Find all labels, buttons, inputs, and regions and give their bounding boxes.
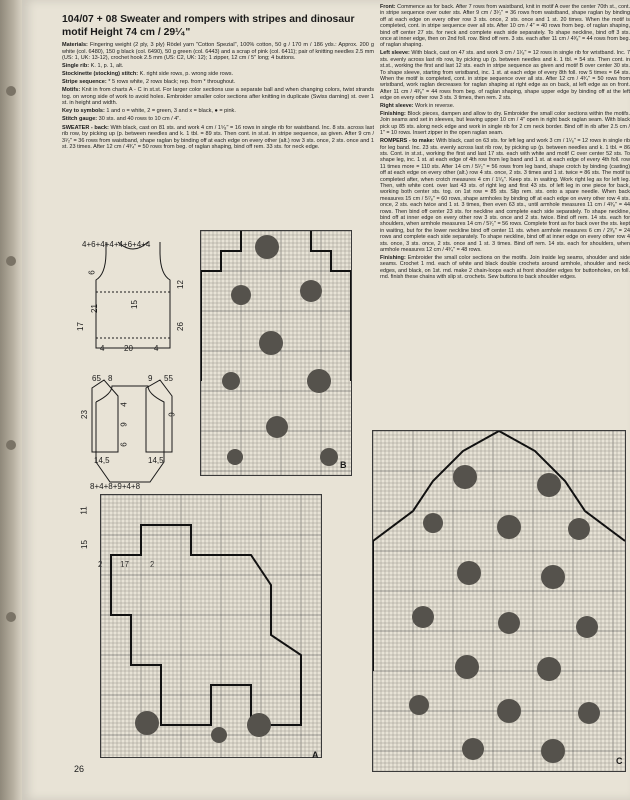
paragraph	[380, 103, 630, 109]
sleeve-measure-4: 4	[119, 402, 129, 407]
polka-dot-motif	[231, 285, 251, 305]
polka-dot-motif	[227, 449, 243, 465]
sweater-measure-15: 15	[129, 300, 139, 309]
paragraph	[380, 255, 630, 281]
left-paragraphs	[62, 42, 374, 151]
paragraph-body: Embroider the small color sections on the motifs. Join inside leg seams, shoulder and side seams. Crochet 1 rnd. each of white and black double crochets around armhole, shoulder and neck edges, and black, on 1st. rnd. make 2 chain-loops each at front shoulder edges for buttonholes, on foll. rnd. finish these chains with slip st. crochets. Sew buttons to back shoulder edges.	[380, 254, 630, 281]
binder-hole	[6, 256, 16, 266]
paragraph-body: K. right side rows, p. wrong side rows.	[138, 71, 234, 78]
sweater-bottom-4a: 4	[100, 344, 105, 353]
paragraph	[380, 4, 630, 49]
instructions-left-column	[62, 4, 374, 228]
instructions-right-column	[380, 4, 630, 424]
paragraph	[62, 116, 374, 123]
sweater-bottom-20: 20	[124, 344, 133, 353]
paragraph-heading: Left sleeve:	[380, 50, 410, 57]
sweater-bottom-4b: 4	[154, 344, 159, 353]
sleeve-measure-55: 55	[164, 374, 173, 383]
knitting-chart-b	[200, 230, 352, 476]
paragraph-body: With black, cast on 81 sts. and work 4 cm / 1⁵⁄₈" = 16 rows in single rib for waistband. Inc. 8 sts. across last rib row, by picking up (p. between needles and k. 1 tbl. = 89 sts. Then cont. in st.st. in stripe sequence, as given. After 9 cm / 3¹⁄₂" = 36 rows from waistband, shape raglan by binding off at each edge on every other (alt.) row 3 sts. once, 2 sts. once and 1 st. 23 times. After 12 cm / 4³⁄₄" = 50 rows from beg. of raglan shaping, bind off rem. 33 sts. for neck edge.	[62, 124, 374, 151]
page-number: 26	[74, 764, 85, 774]
sweater-outline	[96, 242, 170, 348]
paragraph-heading: ROMPERS - to make:	[380, 138, 435, 145]
binding-edge	[0, 0, 22, 800]
rompers-bottom-2b: 2	[150, 560, 155, 569]
paragraph	[380, 111, 630, 137]
paragraph-heading: SWEATER - back:	[62, 124, 109, 131]
polka-dot-motif	[537, 657, 561, 681]
polka-dot-motif	[222, 372, 240, 390]
rompers-measure-15: 15	[79, 540, 89, 549]
paragraph	[62, 79, 374, 86]
polka-dot-motif	[541, 565, 565, 589]
paragraph-heading: Right sleeve:	[380, 103, 414, 110]
paragraph-heading: Front:	[380, 4, 396, 10]
polka-dot-motif	[457, 561, 481, 585]
rompers-top-measure: 8+4+8+9+4+8	[90, 482, 141, 491]
polka-dot-motif	[320, 448, 338, 466]
polka-dot-motif	[497, 699, 521, 723]
chart-a-grid	[101, 495, 321, 757]
sleeve-measure-23: 23	[79, 410, 89, 419]
polka-dot-motif	[423, 513, 443, 533]
rompers-bottom-17: 17	[120, 560, 129, 569]
sleeve-measure-8: 8	[108, 374, 113, 383]
polka-dot-motif	[300, 280, 322, 302]
chart-b-label: B	[340, 460, 347, 470]
sweater-measure-26: 26	[175, 322, 185, 331]
paragraph	[62, 42, 374, 62]
binder-hole	[6, 440, 16, 450]
knitting-chart-c	[372, 430, 626, 772]
paragraph	[62, 71, 374, 78]
paragraph-body: K. 1, p. 1, alt.	[89, 63, 124, 70]
polka-dot-motif	[135, 711, 159, 735]
paragraph-body: With black, cast on 47 sts. and work 3 cm / 1¹⁄₈" = 12 rows in single rib for wristband. Inc. 7 sts. evenly across last rib row, by picking up (p. between needles and k. 1 tbl. = 54 sts. Then cont. in st.st., working the first and last 12 sts. each in stripe sequence as given and motif B over center 30 sts. To shape sleeve, starting from wristband, inc. 1 st. at each edge of every 8th foll. row 5 times = 64 sts. When the motif is completed, cont. in stripe sequence over all sts. After 12 cm / 4³⁄₄" = 50 rows from wristband, work raglan decreases for raglan shaping at right edge as on back, at left edge as on front. After 11 cm / 4³⁄₈" = 44 rows from beg. of raglan shaping, shape upper edge by binding off at the left edge on every other row 3 sts. 3 times, then rem. 2 sts.	[380, 50, 630, 102]
sleeve-bottom-left: 14,5	[94, 456, 110, 465]
paragraph-body: With black, cast on 63 sts. for left leg and work 3 cm / 1¹⁄₈" = 12 rows in single rib for leg band. Inc. 23 sts. evenly across last rib row, by picking up (p. between needles and k. 1 tbl. = 86 sts. Cont. in st.st., working the first and last 17 sts. each with white and motif C over center 52 sts. To shape leg, inc. 1 st. at each edge of 4th row from leg band and 1 st. at each edge of every 4th foll. row 11 times more = 110 sts. After 14 cm / 5¹⁄₂" = 56 rows from leg band, shape crotch by binding (casting) off at each edge on every other (alt.) row 4 sts. once, 2 sts. 3 times and 1 st. twice = 86 sts. The motif is completed after, when crotch measures 4 cm / 1⁵⁄₈". Keep sts. in waiting. Work right leg as for left leg. Then, with white cont. over last 43 sts. of right leg and first 43 sts. of left leg in one piece for back, working both center sts. tog. on 1st row = 85 sts. Slip rem. sts. onto a spare needle. When back measures 15 cm / 5⁷⁄₈" = 60 rows, shape armholes by binding off at each edge on every other row 4 sts. once, 2 sts. each twice and 1 st. 3 times, then even 63 sts., until armhole measures 11 cm / 4³⁄₈" = 44 rows. Then bind off center 23 sts. for neckline and complete each side separately. To shape neckline, bind off at inner edge on every other row 3 sts. once and 2 sts. twice. Bind off rem. 14 sts. each for shoulders, when armhole measures 14 cm / 5¹⁄₂" = 56 rows. Complete front as for back over the sts. kept in waiting, but for the lower neckline bind off center 11 sts. when armhole measures 6 cm / 2³⁄₈" = 24 rows and complete each side separately. To shape neckline, bind off at inner edge on every other row 4 sts. once, 3 sts. once, 2 sts. once and 1 st. 3 times. Bind off rem. 14 sts. each for shoulders, when armhole measures 12 cm / 4³⁄₄" = 48 rows.	[380, 138, 630, 254]
rompers-bottom-2a: 2	[98, 560, 103, 569]
sweater-top-measure: 4+6+4+4+4+6+4+4	[82, 240, 151, 249]
polka-dot-motif	[409, 695, 429, 715]
polka-dot-motif	[307, 369, 331, 393]
paragraph-heading: Finishing:	[380, 111, 406, 117]
binder-hole	[6, 86, 16, 96]
paragraph-heading: Finishing:	[380, 254, 406, 261]
polka-dot-motif	[578, 702, 600, 724]
polka-dot-motif	[255, 235, 279, 259]
paragraph-body: Block pieces, dampen and allow to dry. Embroider the small color sections within the motifs. Join seams and set in sleeves, but leaving upper 10 cm / 4" open in right back raglan seam. With black pick up 85 sts. along neck edge and work in single rib for 2 cm neck border. Bind off in rib after 2.5 cm / 1" = 10 rows. Insert zipper in the open raglan seam.	[380, 111, 630, 137]
chart-a-label: A	[312, 750, 319, 760]
binder-hole	[6, 612, 16, 622]
knitting-chart-a	[100, 494, 322, 758]
right-paragraphs	[380, 4, 630, 281]
sleeve-measure-65: 65	[92, 374, 101, 383]
polka-dot-motif	[576, 616, 598, 638]
paragraph	[62, 87, 374, 107]
rompers-measure-11: 11	[79, 506, 89, 515]
sleeve-measure-9: 9	[148, 374, 153, 383]
sweater-measure-17: 17	[75, 322, 85, 331]
paragraph-body: * 5 rows white, 2 rows black; rep. from * throughout.	[106, 79, 236, 86]
pattern-title: 104/07 + 08 Sweater and rompers with stripes and dinosaur motif Height 74 cm / 29¹⁄₄"	[62, 14, 355, 38]
paragraph-heading: Motifs:	[62, 87, 81, 94]
paragraph-heading: Single rib:	[62, 63, 90, 70]
polka-dot-motif	[412, 606, 434, 628]
sweater-measure-12: 12	[175, 280, 185, 289]
polka-dot-motif	[497, 515, 521, 539]
polka-dot-motif	[247, 713, 271, 737]
paragraph-body: 1 and o = white, 2 = green, 3 and x = black, ● = pink.	[104, 108, 236, 115]
polka-dot-motif	[541, 739, 565, 763]
paragraph-heading: Stockinette (stocking) stitch:	[62, 71, 139, 78]
polka-dot-motif	[568, 518, 590, 540]
polka-dot-motif	[537, 473, 561, 497]
polka-dot-motif	[266, 416, 288, 438]
sleeve-measure-6: 6	[119, 442, 129, 447]
paragraph-heading: Stripe sequence:	[62, 79, 107, 86]
rompers-outline	[96, 386, 164, 482]
paragraph-body: Commence as for back. After 7 rows from waistband, knit in motif A over the center 70th st., cont. in stripe sequence over outer sts. After 9 cm / 3¹⁄₂" = 36 rows from waistband, shape raglan by binding off at each edge on every other row 3 sts. once, 2 sts. once and 1 st. 20 times. When the motif is completed, cont. in stripe sequence over all sts. After 10 cm / 4" = 40 rows from beg. of raglan shaping, bind off center 27 sts. for neck and complete each side separately. To shape neckline, bind off 3 sts. once at inner edge, then on 2nd foll. row. Bind off rem. 3 sts. each after 11 cm / 4³⁄₈" = 44 rows from beg. of raglan shaping.	[380, 4, 630, 49]
paragraph-heading: Materials:	[62, 42, 88, 48]
polka-dot-motif	[211, 727, 227, 743]
paragraph-heading: Stitch gauge:	[62, 116, 98, 123]
sweater-measure-21: 21	[89, 304, 99, 313]
paragraph-body: 30 sts. and 40 rows to 10 cm / 4".	[97, 116, 181, 123]
paragraph	[62, 63, 374, 70]
polka-dot-motif	[462, 738, 484, 760]
chart-c-grid	[373, 431, 625, 771]
paragraph-body: Work in reverse.	[413, 103, 455, 110]
paragraph	[62, 125, 374, 151]
sleeve-measure-9b: 9	[119, 422, 129, 427]
paragraph-body: Knit in from charts A - C in st.st. For larger color sections use a separate ball and when changing colors, twist strands tog. on wrong side of work to avoid holes. Embroider smaller color sections after knitting in duplicate (Swiss darning) st. over 1 st. in height and width.	[62, 87, 374, 107]
polka-dot-motif	[453, 465, 477, 489]
sleeve-measure-9c: 9	[167, 412, 177, 417]
chart-b-grid	[201, 231, 351, 475]
sleeve-bottom-right: 14,5	[148, 456, 164, 465]
paragraph	[380, 138, 630, 253]
paragraph	[62, 108, 374, 115]
paragraph-heading: Key to symbols:	[62, 108, 105, 115]
paragraph	[380, 50, 630, 101]
polka-dot-motif	[259, 331, 283, 355]
polka-dot-motif	[455, 655, 479, 679]
sweater-measure-6: 6	[87, 270, 97, 275]
polka-dot-motif	[498, 612, 520, 634]
paragraph-body: Fingering weight (2 ply, 3 ply) Rödel yarn "Cotton Spezial", 100% cotton, 50 g / 170 m / 186 yds.: Approx. 200 g white (col. 6480), 150 g black (col. 6490), 50 g green (col. 6443) and a scrap of pink (col. 6411); pair of knitting needles 2.5 mm (US: 1, UK: 13-12), crochet hook 2.5 mm (US: C2, UK: 12); 1 zipper, 12 cm / 5" long; 4 buttons.	[62, 42, 374, 62]
chart-c-label: C	[616, 756, 623, 766]
